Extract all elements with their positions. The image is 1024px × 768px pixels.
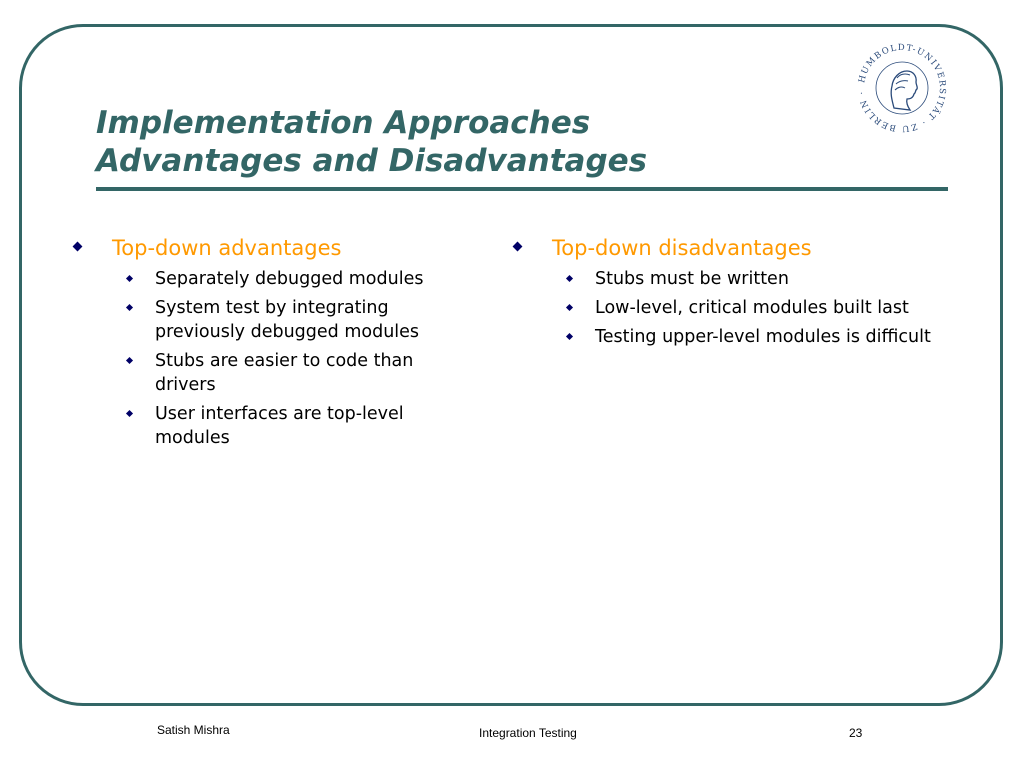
advantages-list (70, 267, 470, 450)
disadvantages-column (510, 233, 970, 354)
diamond-bullet-icon (126, 304, 133, 311)
diamond-bullet-icon (566, 304, 573, 311)
diamond-bullet-icon (513, 242, 523, 252)
diamond-bullet-icon (566, 333, 573, 340)
footer-topic: Integration Testing (479, 726, 577, 740)
list-item-text: Low-level, critical modules built last (595, 298, 909, 318)
list-item-text: Stubs are easier to code than drivers (155, 351, 414, 395)
advantages-heading (70, 233, 470, 263)
page-number: 23 (849, 726, 863, 740)
title-line-1: Implementation Approaches (96, 105, 591, 141)
list-item-text: User interfaces are top-level modules (155, 404, 404, 448)
list-item (510, 296, 970, 320)
slide-title (96, 104, 647, 180)
title-line-2: Advantages and Disadvantages (96, 143, 648, 179)
advantages-heading-text: Top-down advantages (112, 236, 342, 260)
diamond-bullet-icon (126, 357, 133, 364)
list-item-text: Separately debugged modules (155, 269, 424, 289)
disadvantages-list (510, 267, 970, 349)
svg-text:HUMBOLDT-UNIVERSITÄT · ZU BERL: HUMBOLDT-UNIVERSITÄT · ZU BERLIN · (857, 42, 948, 134)
diamond-bullet-icon (126, 410, 133, 417)
title-underline (96, 187, 948, 191)
list-item-text: Testing upper-level modules is difficult (595, 327, 931, 347)
diamond-bullet-icon (566, 275, 573, 282)
diamond-bullet-icon (126, 275, 133, 282)
list-item (510, 267, 970, 291)
list-item (70, 296, 470, 344)
footer-author: Satish Mishra (157, 723, 230, 737)
list-item (70, 267, 470, 291)
university-seal-icon (852, 38, 952, 138)
list-item (70, 349, 470, 397)
diamond-bullet-icon (73, 242, 83, 252)
list-item (510, 325, 970, 349)
list-item (70, 402, 470, 450)
disadvantages-heading (510, 233, 970, 263)
advantages-column (70, 233, 470, 455)
list-item-text: System test by integrating previously debugged modules (155, 298, 420, 342)
disadvantages-heading-text: Top-down disadvantages (552, 236, 812, 260)
list-item-text: Stubs must be written (595, 269, 789, 289)
